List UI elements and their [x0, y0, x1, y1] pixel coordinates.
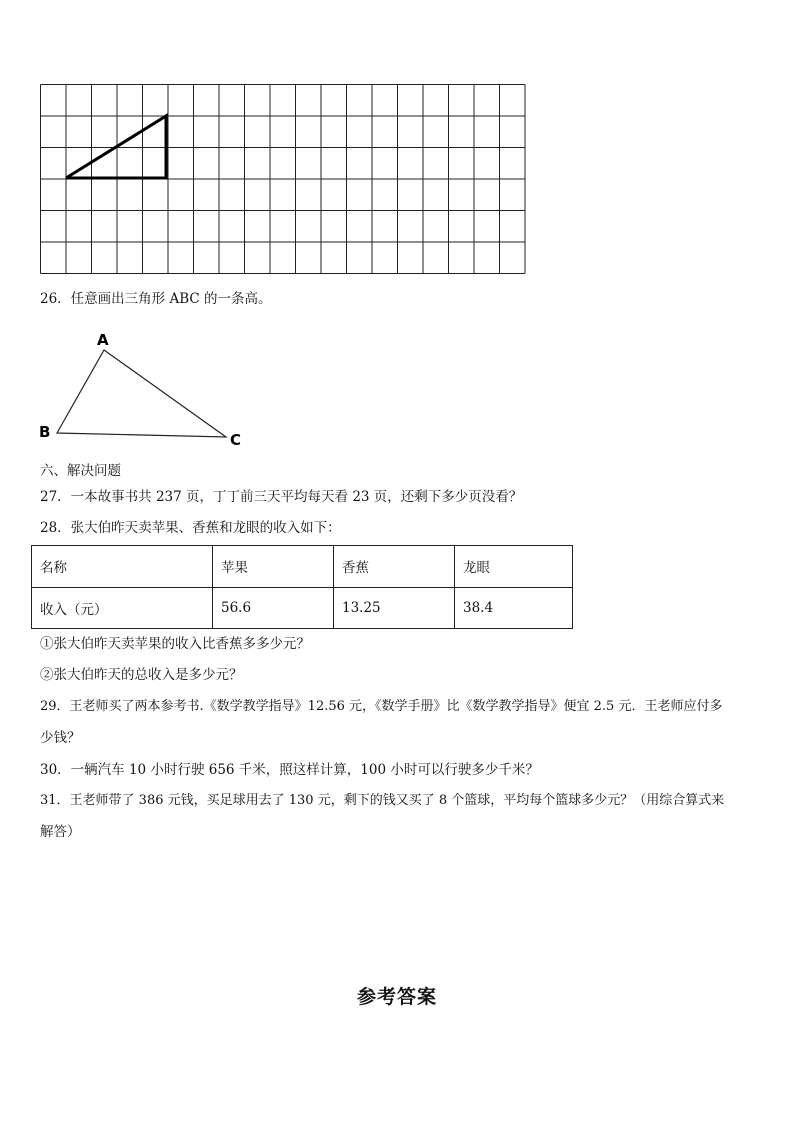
- vertex-label-c: C: [230, 431, 242, 449]
- table-cell: 38.4: [455, 587, 573, 629]
- question-26: 26．任意画出三角形 ABC 的一条高。: [40, 291, 272, 307]
- section-6-heading: 六、解决问题: [40, 463, 121, 479]
- question-31-line-2: 解答）: [40, 824, 81, 840]
- table-cell: 13.25: [334, 587, 455, 629]
- table-header-row: [32, 546, 573, 588]
- vertex-label-b: B: [39, 423, 51, 441]
- table-cell: 龙眼: [455, 546, 573, 588]
- question-28: 28．张大伯昨天卖苹果、香蕉和龙眼的收入如下：: [40, 520, 341, 536]
- table-cell: 名称: [32, 546, 213, 588]
- table-cell: 56.6: [213, 587, 334, 629]
- table-row: [32, 587, 573, 629]
- triangle-abc-svg: [30, 328, 260, 450]
- triangle-abc-figure: [30, 328, 260, 450]
- table-cell: 香蕉: [334, 546, 455, 588]
- answer-section-title: 参考答案: [356, 986, 437, 1008]
- triangle-abc: [57, 350, 226, 437]
- question-28-sub-1: ①张大伯昨天卖苹果的收入比香蕉多多少元？: [40, 636, 310, 652]
- grid-svg: [40, 84, 528, 275]
- question-31-line-1: 31．王老师带了 386 元钱，买足球用去了 130 元，剩下的钱又买了 8 个篮球，平均每个篮球多少元？（用综合算式来: [40, 793, 725, 808]
- question-30: 30．一辆汽车 10 小时行驶 656 千米，照这样计算，100 小时可以行驶多少千米？: [40, 762, 539, 778]
- question-29-line-1: 29．王老师买了两本参考书.《数学教学指导》12.56 元，《数学手册》比《数学教学指导》便宜 2.5 元．王老师应付多: [40, 699, 723, 714]
- income-table: [31, 545, 573, 629]
- question-28-sub-2: ②张大伯昨天的总收入是多少元？: [40, 667, 243, 683]
- vertex-label-a: A: [97, 331, 109, 349]
- table-cell: 收入（元）: [32, 587, 213, 629]
- question-29-line-2: 少钱？: [40, 730, 81, 746]
- grid-figure: [40, 84, 528, 275]
- question-27: 27．一本故事书共 237 页，丁丁前三天平均每天看 23 页，还剩下多少页没看？: [40, 489, 523, 505]
- table-cell: 苹果: [213, 546, 334, 588]
